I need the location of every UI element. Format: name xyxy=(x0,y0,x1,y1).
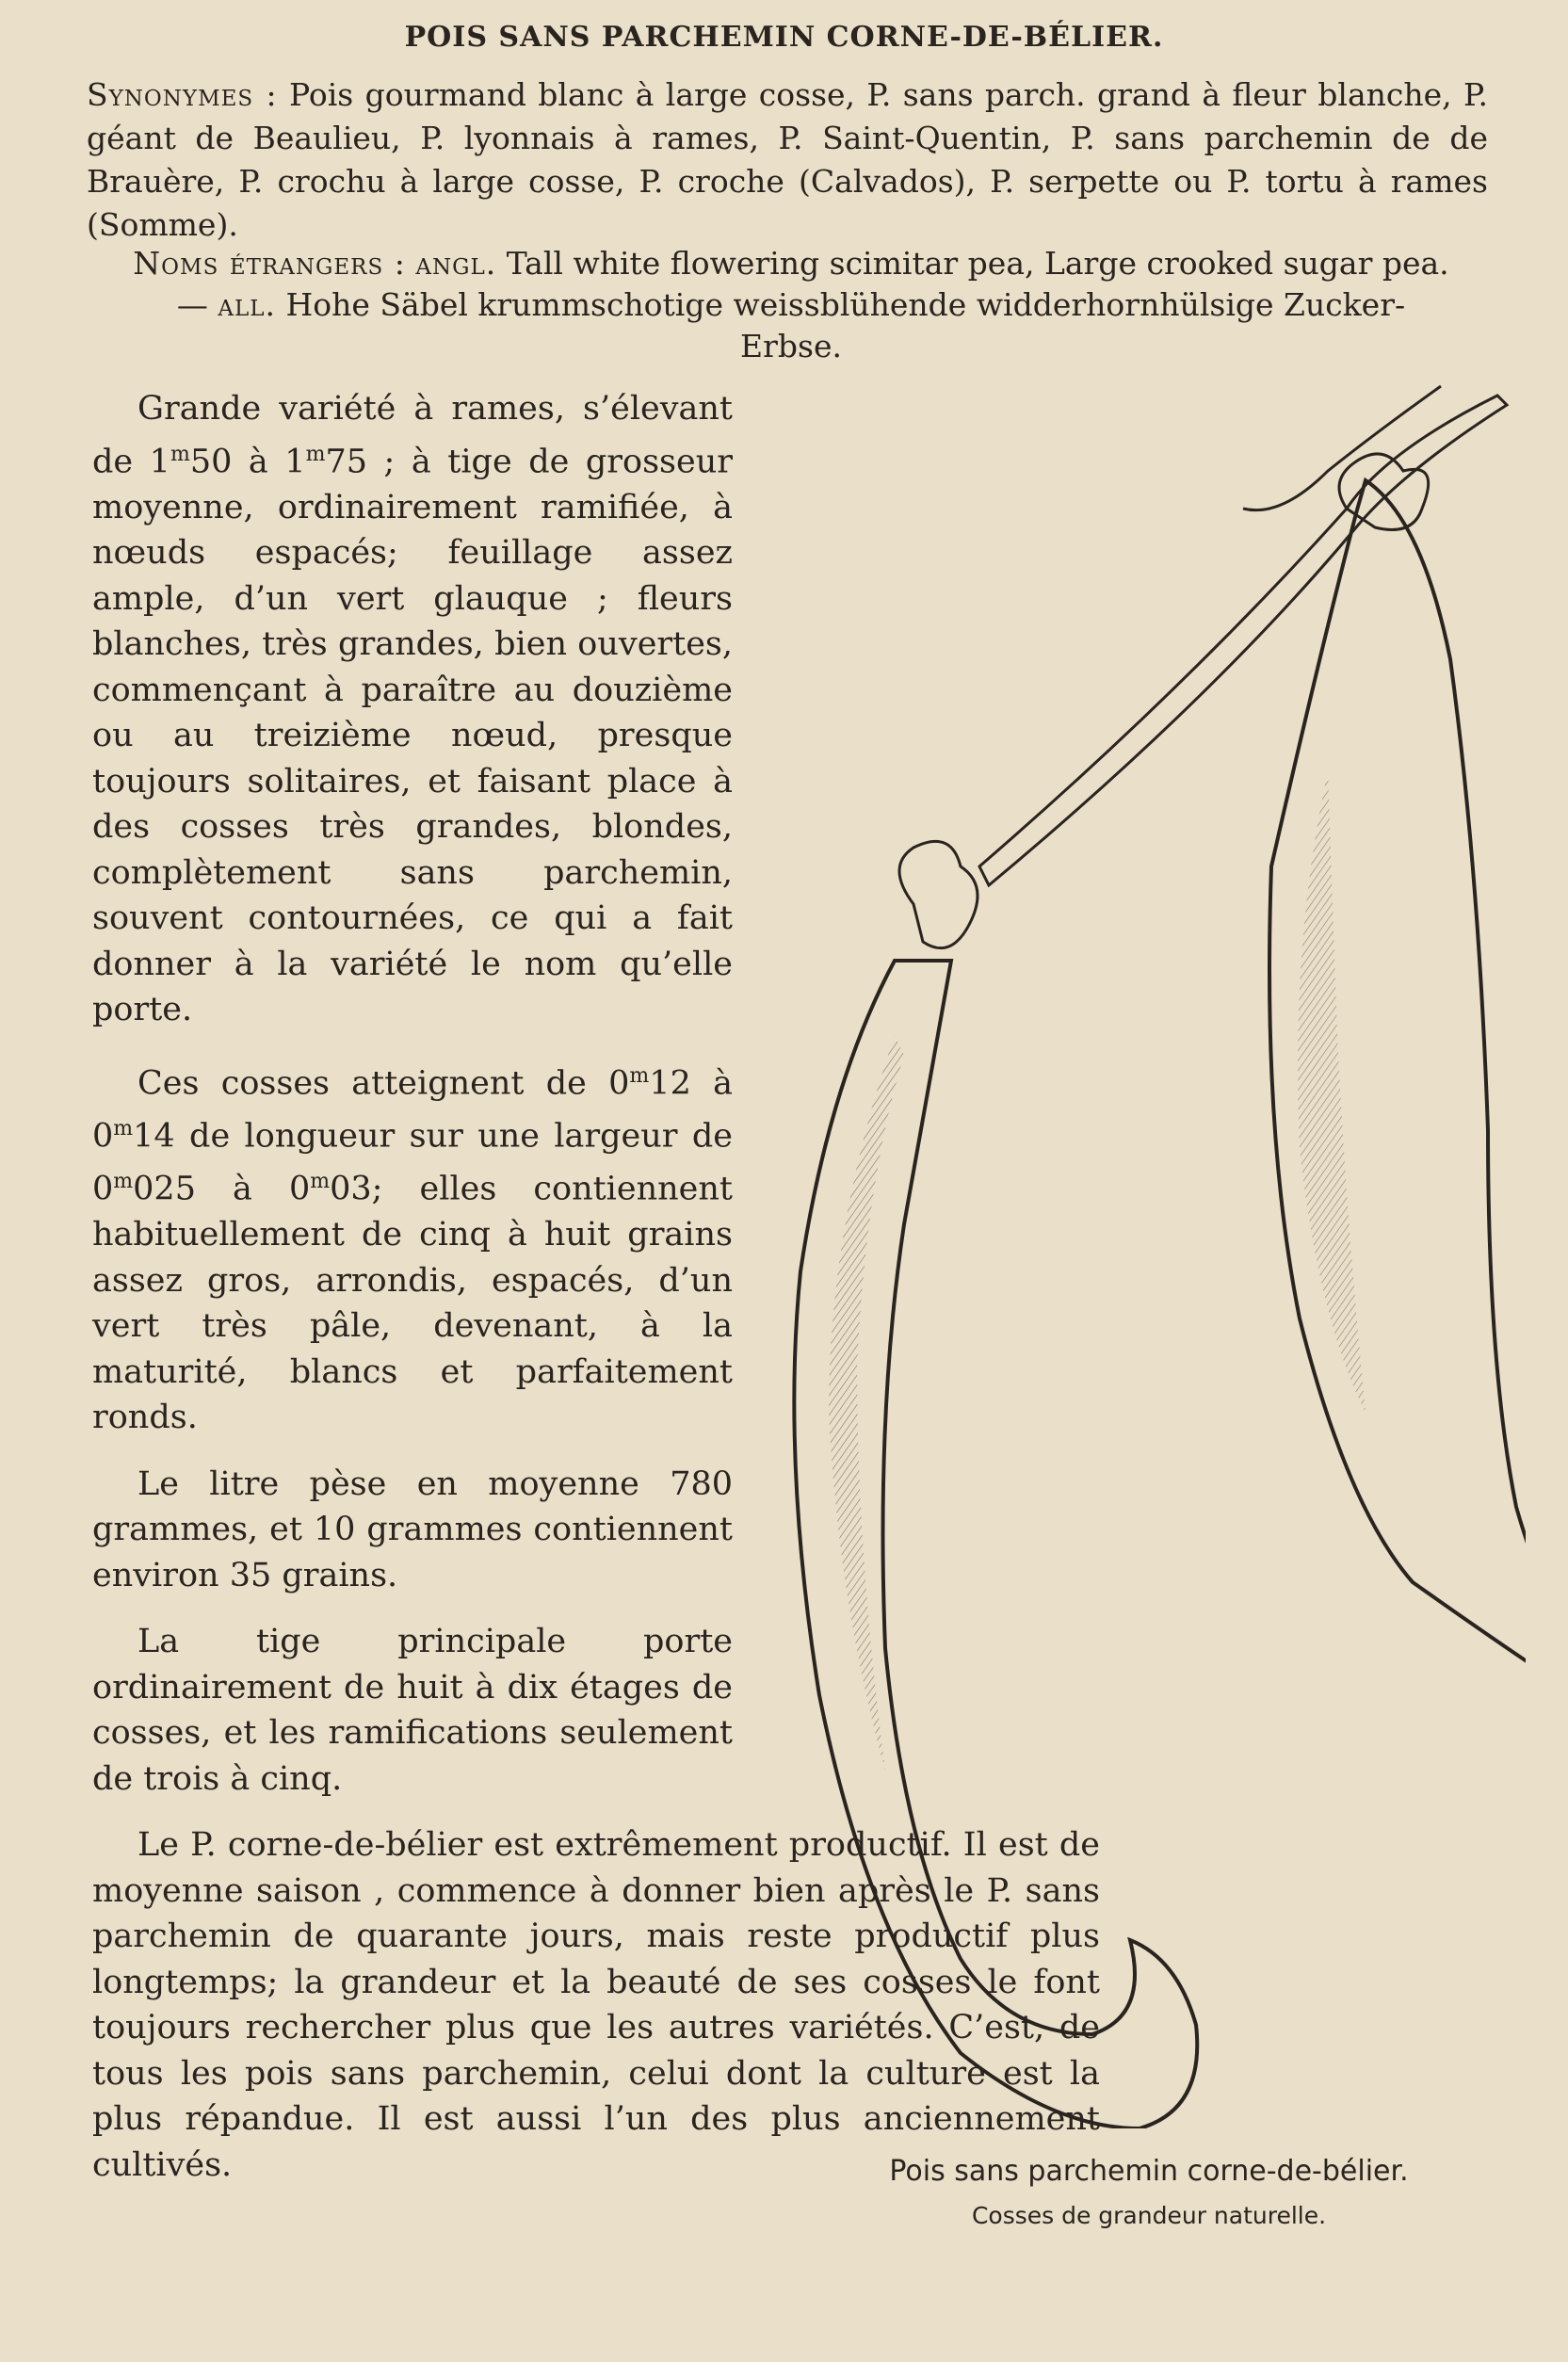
paragraph-stems: La tige principale porte ordinairement de huit à dix étages de cosses, et les ramifications seulement de trois à cinq. xyxy=(92,1623,733,1798)
body-text xyxy=(92,386,1100,2208)
unit-superscript: m xyxy=(629,1063,650,1088)
english-label: angl. xyxy=(415,245,497,282)
figure-subcaption: Cosses de grandeur naturelle. xyxy=(971,2202,1327,2229)
paragraph-pods xyxy=(92,1054,733,1441)
right-pod-flower xyxy=(1339,454,1429,530)
foreign-names-label: Noms étrangers : xyxy=(133,245,406,282)
text-run: 14 de longueur sur une largeur de 0 xyxy=(92,1117,733,1208)
text-run: Grande variété à rames, s’élevant de 1 xyxy=(92,390,733,481)
figure-caption: Pois sans parchemin corne-de-bélier. xyxy=(889,2155,1409,2188)
paragraph-weight: Le litre pèse en moyenne 780 grammes, et 10 grammes contiennent environ 35 grains. xyxy=(92,1464,733,1594)
text-run: 025 à 0 xyxy=(133,1170,311,1208)
text-run: 50 à 1 xyxy=(189,443,306,481)
stem xyxy=(979,396,1507,885)
paragraph-productivity: Le P. corne-de-bélier est extrêmement productif. Il est de moyenne saison , commence à donner bien après le P. sans parchemin de quarante jours, mais reste productif plus longtemps; la grandeur et la beauté de ses cosses le font toujours rechercher plus que les autres variétés. C’est, de tous les pois sans parchemin, celui dont la culture est la plus répandue. Il est aussi l’un des plus anciennement cultivés. xyxy=(92,1826,1100,2184)
german-names: Hohe Säbel krummschotige weissblühende widderhornhülsige Zucker-Erbse. xyxy=(285,286,1406,364)
synonyms-paragraph xyxy=(87,73,1488,247)
unit-superscript: m xyxy=(310,1169,331,1193)
text-run: 12 à 0 xyxy=(92,1064,733,1156)
english-names: Tall white flowering scimitar pea, Large crooked sugar pea. xyxy=(506,245,1449,282)
paragraph-description xyxy=(92,386,733,1033)
pea-pods-illustration xyxy=(735,377,1526,2128)
text-run: Ces cosses atteignent de 0 xyxy=(137,1064,630,1103)
branch-stem xyxy=(1243,386,1441,510)
dash: — xyxy=(176,286,208,323)
unit-superscript: m xyxy=(113,1116,134,1141)
unit-superscript: m xyxy=(170,442,190,466)
unit-superscript: m xyxy=(113,1169,134,1193)
foreign-names-paragraph xyxy=(132,243,1450,367)
left-pod-shading xyxy=(829,1036,904,1771)
text-run: 75 ; à tige de grosseur moyenne, ordinairement ramifiée, à nœuds espacés; feuillage assez ample, d’un vert glauque ; fleurs blanches, très grandes, bien ouvertes, commençant à paraître au douzième ou au treizième nœud, presque toujours solitaires, et faisant place à des cosses très grandes, blondes, complètement sans parchemin, souvent contournées, ce qui a fait donner à la variété le nom qu’elle porte. xyxy=(92,443,733,1029)
page-title: POIS SANS PARCHEMIN CORNE-DE-BÉLIER. xyxy=(404,21,1164,54)
left-pod-flower xyxy=(899,841,978,947)
synonyms-label: Synonymes : xyxy=(87,76,278,113)
text-run: 03; elles contiennent habituellement de cinq à huit grains assez gros, arrondis, espacés, d’un vert très pâle, devenant, à la maturité, blancs et parfaitement ronds. xyxy=(92,1170,733,1437)
right-pod-shading xyxy=(1298,772,1366,1413)
synonyms-text: Pois gourmand blanc à large cosse, P. sans parch. grand à fleur blanche, P. géant de Beaulieu, P. lyonnais à rames, P. Saint-Quentin, P. sans parchemin de de Brauère, P. crochu à large cosse, P. croche (Calvados), P. serpette ou P. tortu à rames (Somme). xyxy=(87,76,1488,243)
german-label: all. xyxy=(218,286,276,323)
unit-superscript: m xyxy=(305,442,326,466)
